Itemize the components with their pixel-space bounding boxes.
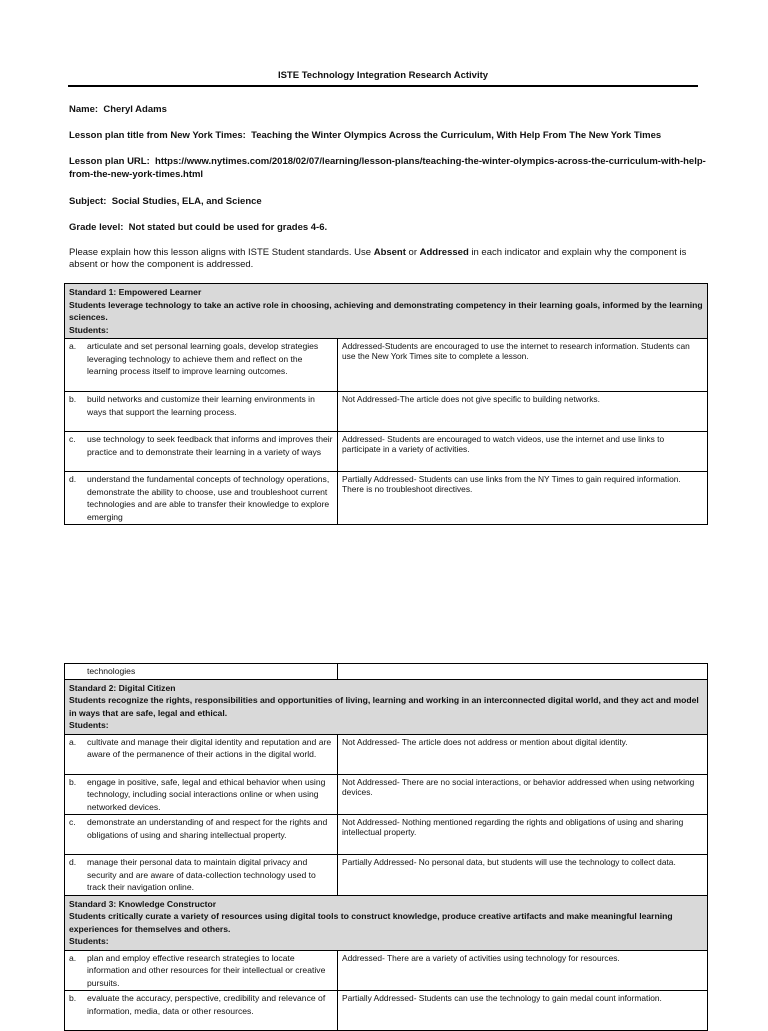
subject-value: Social Studies, ELA, and Science — [111, 196, 262, 207]
indicator-text: plan and employ effective research strategies to locate information and other resources for their intellectual or creative pursuits. — [87, 952, 326, 988]
lesson-title-value: Teaching the Winter Olympics Across the Curriculum, With Help From The New York Times — [251, 130, 662, 141]
response-cell[interactable]: Partially Addressed- Students can use links from the NY Times to gain required information. There is no troubleshoot directives. — [338, 472, 708, 525]
table-row: b. evaluate the accuracy, perspective, credibility and relevance of information, media, data or other resources. Partially Addressed- Students can use the technology to gain medal count information. — [65, 991, 708, 1031]
grade-value: Not stated but could be used for grades 4-6. — [128, 222, 328, 233]
lesson-url-value[interactable]: https://www.nytimes.com/2018/02/07/learning/lesson-plans/teaching-the-winter-olympics-across-the-curriculum-with-help-from-the-new-york-times.html — [69, 156, 706, 180]
response-cell[interactable]: Partially Addressed- Students can use the technology to gain medal count information. — [338, 991, 708, 1031]
name-field — [69, 103, 709, 116]
standard-3-description: Students critically curate a variety of resources using digital tools to construct knowledge, produce creative artifacts and make meaningful learning experiences for themselves and others. — [69, 911, 673, 934]
table-row: c. use technology to seek feedback that informs and improves their practice and to demonstrate their learning in a variety of ways Addressed- Students are encouraged to watch videos, use the internet and use links to participate in a variety of activities. — [65, 432, 708, 472]
table-row: a. cultivate and manage their digital identity and reputation and are aware of the permanence of their actions in the digital world. Not Addressed- The article does not address or mention about digital identity. — [65, 734, 708, 774]
grade-label: Grade level: — [69, 222, 124, 233]
standard-3-header — [65, 895, 708, 950]
subject-label: Subject: — [69, 196, 107, 207]
standard-2-description: Students recognize the rights, responsibilities and opportunities of living, learning and working in an interconnected digital world, and they act and model in ways that are safe, legal and ethical. — [69, 695, 699, 718]
standard-2-header — [65, 679, 708, 734]
lesson-url-label: Lesson plan URL: — [69, 156, 150, 167]
response-cell[interactable] — [338, 664, 708, 680]
document-page-2 — [0, 660, 768, 1024]
lesson-title-label: Lesson plan title from New York Times: — [69, 130, 246, 141]
standard-continuation-table — [64, 663, 708, 1031]
table-row: b. build networks and customize their learning environments in ways that support the learning process. Not Addressed-The article does not give specific to building networks. — [65, 392, 708, 432]
response-cell[interactable]: Not Addressed-The article does not give specific to building networks. — [338, 392, 708, 432]
standard-2-students-label: Students: — [69, 720, 109, 730]
document-title: ISTE Technology Integration Research Activity — [68, 70, 698, 87]
indicator-text: demonstrate an understanding of and respect for the rights and obligations of using and sharing intellectual property. — [87, 817, 328, 840]
response-cell[interactable]: Not Addressed- Nothing mentioned regarding the rights and obligations of using and sharing intellectual property. — [338, 815, 708, 855]
indicator-text: engage in positive, safe, legal and ethical behavior when using technology, including social interactions online or when using networked devices. — [87, 776, 326, 812]
continuation-text: technologies — [65, 664, 338, 680]
standard-1-description: Students leverage technology to take an active role in choosing, achieving and demonstrating competency in their learning goals, informed by the learning sciences. — [69, 299, 703, 322]
response-cell[interactable]: Partially Addressed- No personal data, but students will use the technology to collect data. — [338, 855, 708, 896]
standard-1-table — [64, 283, 708, 525]
response-cell[interactable]: Addressed-Students are encouraged to use the internet to research information. Students can use the New York Times site to complete a lesson. — [338, 339, 708, 392]
indicator-text: use technology to seek feedback that informs and improves their practice and to demonstrate their learning in a variety of ways — [87, 434, 333, 457]
response-cell[interactable]: Addressed- Students are encouraged to watch videos, use the internet and use links to participate in a variety of activities. — [338, 432, 708, 472]
table-row: d. understand the fundamental concepts of technology operations, demonstrate the ability to choose, use and troubleshoot current technologies and are able to transfer their knowledge to explore emerging Partially Addressed- Students can use links from the NY Times to gain required information. There is no troubleshoot directives. — [65, 472, 708, 525]
indicator-text: build networks and customize their learning environments in ways that support the learning process. — [87, 394, 315, 417]
standard-3-title: Standard 3: Knowledge Constructor — [69, 898, 217, 909]
indicator-text: understand the fundamental concepts of technology operations, demonstrate the ability to choose, use and troubleshoot current technologies and are able to transfer their knowledge to explore emerging — [87, 474, 330, 522]
standard-2-title: Standard 2: Digital Citizen — [69, 682, 176, 693]
indicator-text: articulate and set personal learning goals, develop strategies leveraging technology to achieve them and reflect on the learning process itself to improve learning outcomes. — [87, 341, 319, 376]
indicator-text: manage their personal data to maintain digital privacy and security and are aware of data-collection technology used to track their navigation online. — [87, 857, 316, 892]
table-row: d. manage their personal data to maintain digital privacy and security and are aware of data-collection technology used to track their navigation online. Partially Addressed- No personal data, but students will use the technology to collect data. — [65, 855, 708, 896]
table-row: b. engage in positive, safe, legal and ethical behavior when using technology, including social interactions online or when using networked devices. Not Addressed- There are no social interactions, or behavior addressed when using networking devices. — [65, 774, 708, 815]
standard-1-title: Standard 1: Empowered Learner — [69, 287, 202, 297]
indicator-text: evaluate the accuracy, perspective, credibility and relevance of information, media, data or other resources. — [87, 993, 326, 1016]
instructions-text: Please explain how this lesson aligns with ISTE Student standards. Use Absent or Addressed in each indicator and explain why the component is absent or how the component is addressed. — [69, 247, 687, 270]
indicator-text: cultivate and manage their digital identity and reputation and are aware of the permanence of their actions in the digital world. — [87, 736, 332, 759]
table-row: a. plan and employ effective research strategies to locate information and other resources for their intellectual or creative pursuits. Addressed- There are a variety of activities using technology for resources. — [65, 950, 708, 991]
standard-1-students-label: Students: — [69, 324, 109, 335]
table-row: c. demonstrate an understanding of and respect for the rights and obligations of using and sharing intellectual property. Not Addressed- Nothing mentioned regarding the rights and obligations of using and sharing intellectual property. — [65, 815, 708, 855]
table-row: a. articulate and set personal learning goals, develop strategies leveraging technology to achieve them and reflect on the learning process itself to improve learning outcomes. Addressed-Students are encouraged to use the internet to research information. Students can use the New York Times site to complete a lesson. — [65, 339, 708, 392]
standard-1-header — [65, 284, 708, 339]
grade-field — [69, 221, 709, 234]
name-label: Name: — [69, 104, 99, 115]
lesson-url-field — [69, 155, 709, 181]
lesson-title-field — [69, 129, 709, 142]
response-cell[interactable]: Addressed- There are a variety of activities using technology for resources. — [338, 950, 708, 991]
response-cell[interactable]: Not Addressed- The article does not address or mention about digital identity. — [338, 734, 708, 774]
subject-field — [69, 195, 709, 208]
name-value: Cheryl Adams — [103, 104, 167, 115]
table-row — [65, 664, 708, 680]
response-cell[interactable]: Not Addressed- There are no social interactions, or behavior addressed when using networking devices. — [338, 774, 708, 815]
standard-3-students-label: Students: — [69, 936, 109, 946]
